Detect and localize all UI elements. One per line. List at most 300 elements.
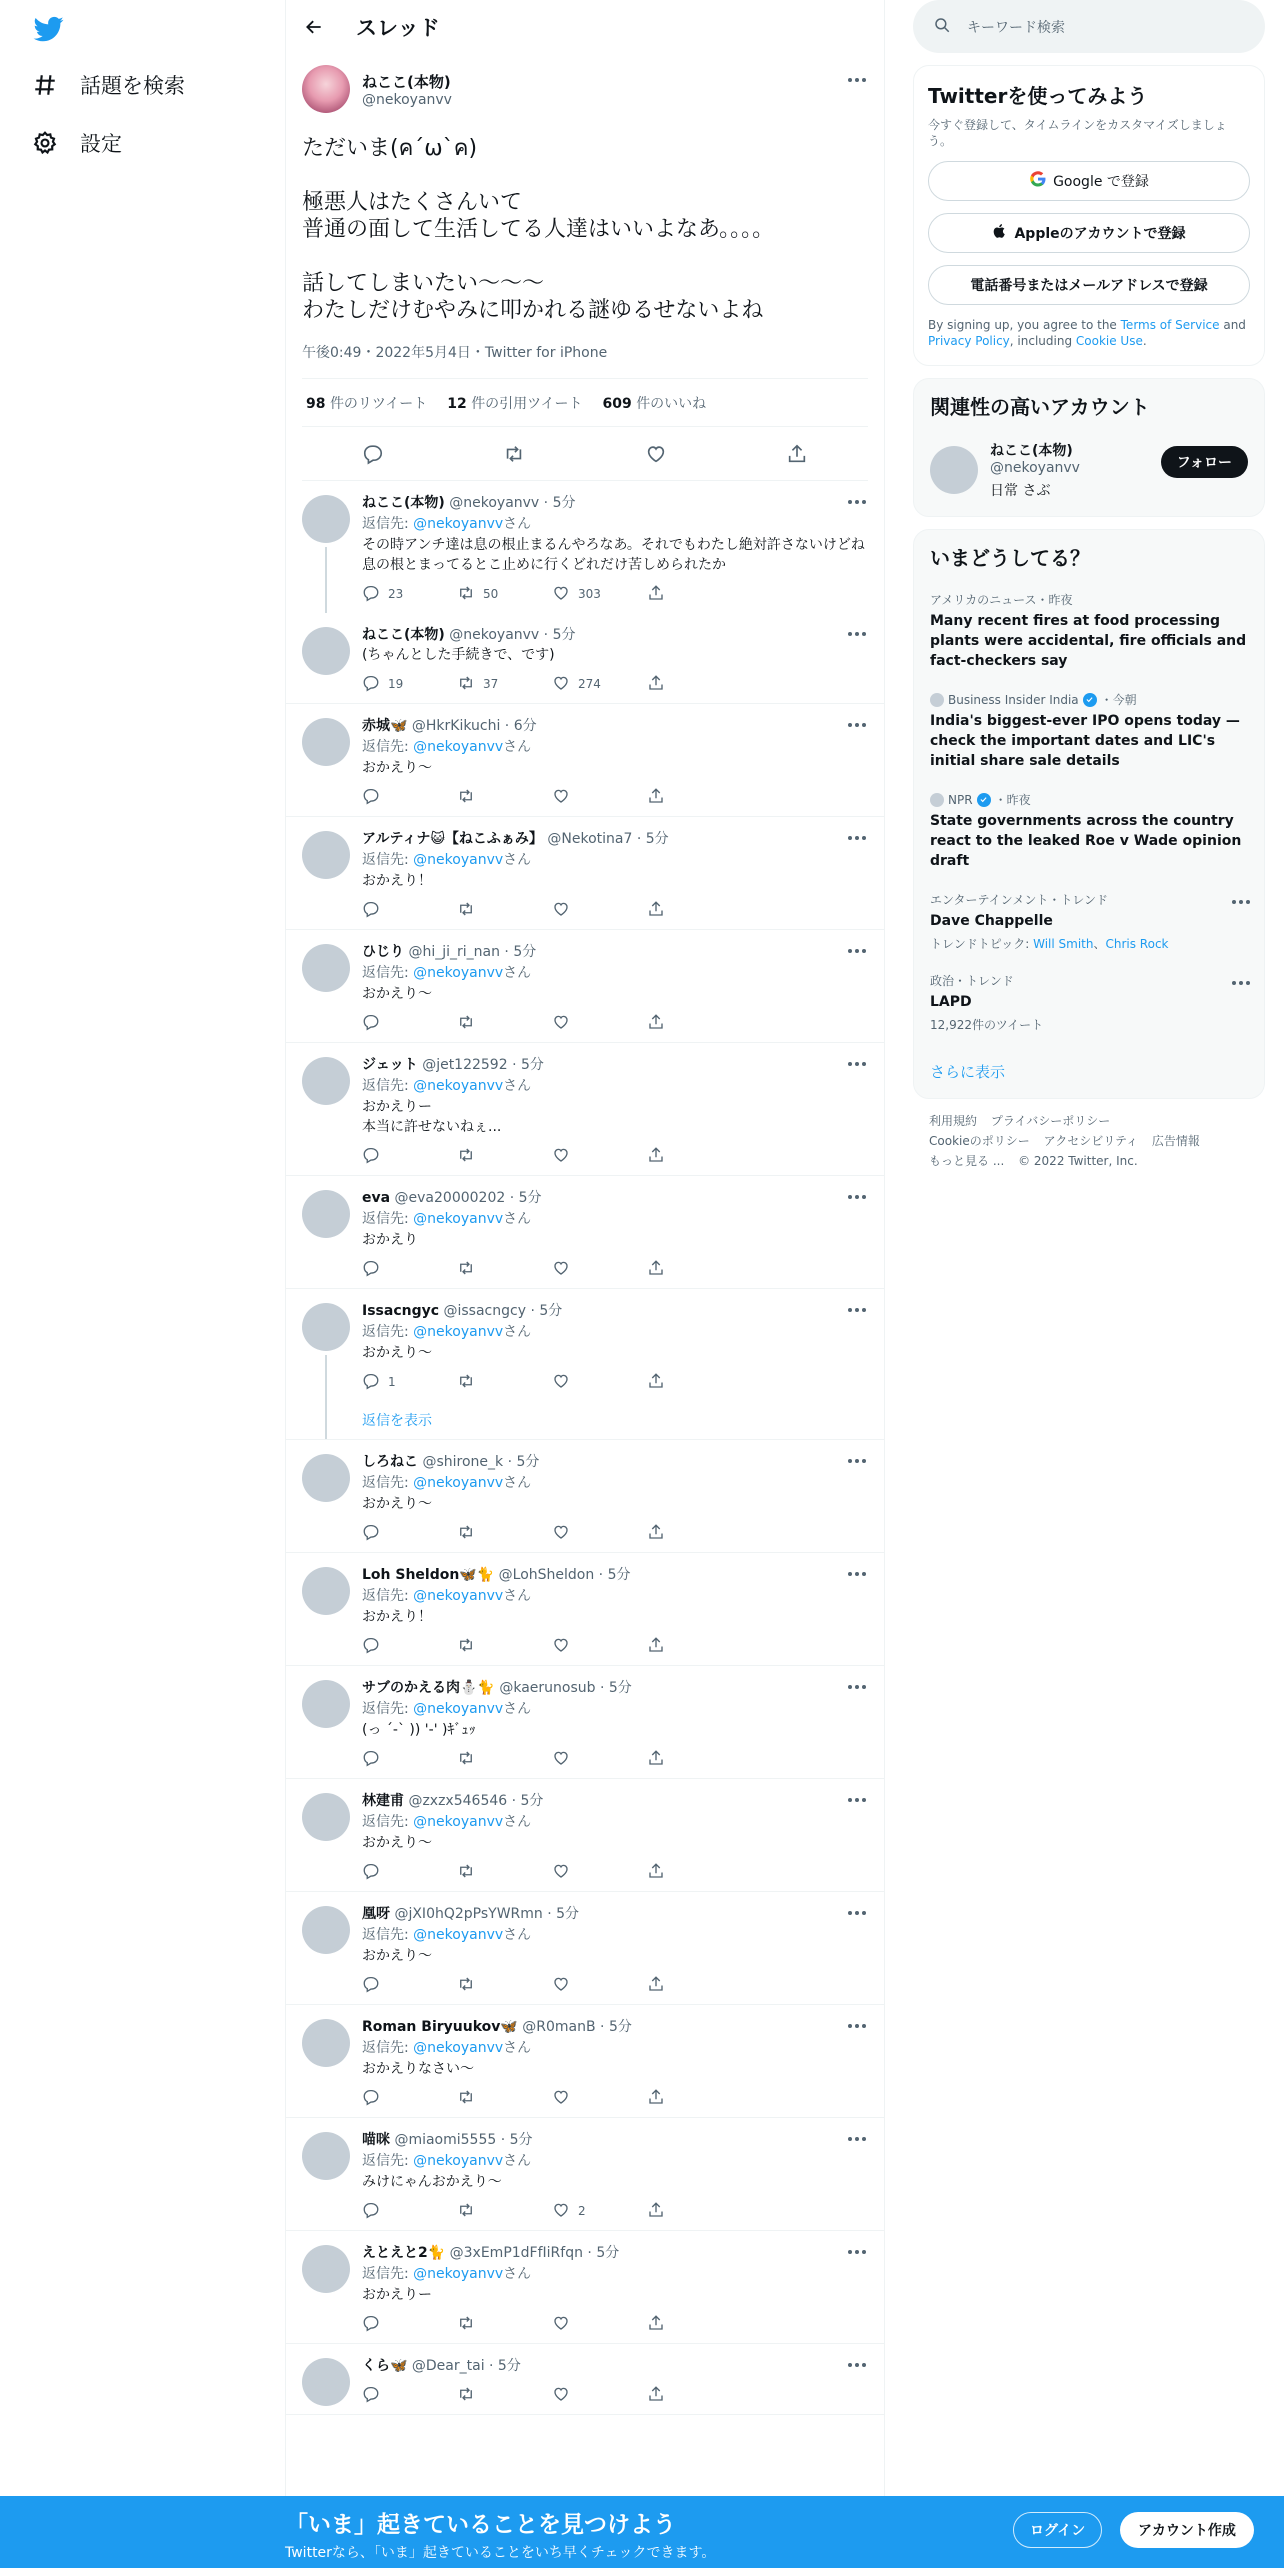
avatar[interactable] [302, 1906, 350, 1954]
avatar[interactable] [930, 446, 978, 494]
related-account[interactable] [914, 432, 1264, 516]
reply-icon [362, 2385, 380, 2406]
reply-author-name[interactable]: 赤城🦋 [362, 718, 408, 734]
retweet-button[interactable] [457, 1975, 552, 1996]
reply-actions [362, 2305, 868, 2343]
mention-link[interactable]: @nekoyanvv [413, 2153, 504, 2169]
related-name[interactable]: ねここ(本物) [990, 443, 1073, 459]
share-icon [647, 584, 665, 605]
more-options-icon[interactable] [846, 627, 868, 641]
trend-item[interactable]: Business Insider India ・今朝 India's biggest-ever IPO opens today — check the important dates and LIC's initial share sale details [930, 692, 1240, 769]
reply-button[interactable] [362, 2385, 457, 2406]
reply-button[interactable] [362, 1749, 457, 1770]
share-button[interactable] [647, 584, 742, 605]
reply-icon[interactable] [362, 443, 384, 465]
more-options-icon[interactable] [1230, 976, 1252, 990]
like-icon [552, 1372, 570, 1393]
mention-link[interactable]: @nekoyanvv [413, 965, 504, 981]
reply-meta[interactable]: @3xEmP1dFfIiRfqn · 5分 [449, 2245, 620, 2261]
avatar[interactable] [302, 718, 350, 766]
share-button[interactable] [647, 1146, 742, 1167]
share-icon [647, 2385, 665, 2406]
more-options-icon[interactable] [846, 831, 868, 845]
like-button[interactable] [552, 1259, 647, 1280]
reply-meta[interactable]: @miaomi5555 · 5分 [394, 2132, 533, 2148]
reply-meta[interactable]: @R0manB · 5分 [522, 2019, 632, 2035]
avatar[interactable] [302, 627, 350, 675]
twitter-logo-icon[interactable] [32, 14, 66, 44]
more-options-icon[interactable] [846, 1190, 868, 1204]
more-options-icon[interactable] [846, 73, 868, 87]
retweet-button[interactable] [457, 900, 552, 921]
reply-button[interactable] [362, 787, 457, 808]
show-more-link[interactable]: さらに表示 [930, 1063, 1006, 1081]
reply-text: おかえり〜 [362, 760, 432, 776]
reply-author-name[interactable]: アルティナ😺【ねこふぁみ】 [362, 831, 543, 847]
retweet-button[interactable] [457, 1523, 552, 1544]
avatar[interactable] [302, 2019, 350, 2067]
footer-link[interactable]: Cookieのポリシー [929, 1134, 1030, 1148]
mention-link[interactable]: @nekoyanvv [413, 1588, 504, 1604]
retweet-icon [457, 900, 475, 921]
footer-link[interactable]: もっと見る ... [929, 1154, 1005, 1168]
related-handle[interactable]: @nekoyanvv [990, 460, 1080, 476]
retweet-icon [457, 1372, 475, 1393]
left-nav [0, 0, 285, 2568]
share-icon [647, 1636, 665, 1657]
reply-meta[interactable]: @nekoyanvv · 5分 [449, 495, 576, 511]
share-button[interactable] [647, 1636, 742, 1657]
avatar[interactable] [302, 944, 350, 992]
verified-icon [977, 793, 991, 807]
mention-link[interactable]: @nekoyanvv [413, 1701, 504, 1717]
like-button[interactable] [552, 1013, 647, 1034]
mention-link[interactable]: @nekoyanvv [413, 739, 504, 755]
login-button[interactable]: ログイン [1013, 2512, 1102, 2548]
reply-icon [362, 2201, 380, 2222]
mention-link[interactable]: @nekoyanvv [413, 2266, 504, 2282]
like-button[interactable] [552, 900, 647, 921]
reply-author-name[interactable]: ひじり [362, 944, 404, 960]
like-count-link[interactable]: 609 件のいいね [602, 395, 707, 412]
like-icon [552, 2314, 570, 2335]
like-button[interactable] [552, 1372, 647, 1393]
reply-text: おかえり！ [362, 873, 432, 889]
share-button[interactable] [647, 1523, 742, 1544]
thread-line [325, 1355, 327, 1439]
more-options-icon[interactable] [846, 1454, 868, 1468]
reply-text: おかえり〜 [362, 1496, 432, 1512]
avatar[interactable] [302, 831, 350, 879]
avatar[interactable] [302, 1793, 350, 1841]
reply-tweet[interactable] [286, 613, 884, 704]
retweet-button[interactable] [457, 787, 552, 808]
reply-icon [362, 1862, 380, 1883]
reply-tweet[interactable] [286, 1440, 884, 1553]
signup-button[interactable]: アカウント作成 [1120, 2512, 1254, 2548]
footer-link[interactable]: アクセシビリティ [1043, 1134, 1139, 1148]
mention-link[interactable]: @nekoyanvv [413, 852, 504, 868]
like-icon [552, 1259, 570, 1280]
like-button[interactable] [552, 1862, 647, 1883]
reply-button[interactable]: 19 [362, 674, 457, 695]
reply-meta[interactable]: @shirone_k · 5分 [422, 1454, 540, 1470]
footer-link[interactable]: 利用規約 [929, 1114, 978, 1128]
like-button[interactable]: 303 [552, 584, 647, 605]
avatar[interactable] [302, 65, 350, 113]
share-button[interactable] [647, 1013, 742, 1034]
mention-link[interactable]: @nekoyanvv [413, 1211, 504, 1227]
more-options-icon[interactable] [846, 944, 868, 958]
reply-tweet[interactable] [286, 1176, 884, 1289]
retweet-icon [457, 787, 475, 808]
reply-author-name[interactable]: ねここ(本物) [362, 627, 445, 643]
retweet-button[interactable] [457, 1636, 552, 1657]
more-options-icon[interactable] [846, 2019, 868, 2033]
retweet-button[interactable] [457, 2314, 552, 2335]
apple-icon [992, 222, 1008, 244]
right-sidebar [913, 0, 1265, 1183]
reply-actions [362, 1250, 868, 1288]
reply-tweet[interactable] [286, 1289, 884, 1440]
retweet-icon [457, 1749, 475, 1770]
avatar[interactable] [302, 1454, 350, 1502]
share-button[interactable] [647, 2088, 742, 2109]
avatar[interactable] [302, 495, 350, 543]
reply-text: おかえり〜 [362, 986, 432, 1002]
retweet-icon [457, 584, 475, 605]
signup-terms: By signing up, you agree to the Terms of Service and Privacy Policy, including Cookie Use. [928, 318, 1246, 348]
banner-title: 「いま」起きていることを見つけよう [285, 2512, 676, 2538]
retweet-button[interactable] [457, 2201, 552, 2222]
replies-list [286, 481, 884, 2415]
reply-text: おかえり [362, 1232, 418, 1248]
main-column [285, 0, 885, 2568]
reply-tweet[interactable] [286, 2118, 884, 2231]
reply-actions [362, 575, 868, 613]
reply-text: おかえり〜 [362, 1948, 432, 1964]
reply-author-name[interactable]: ジェット [362, 1057, 418, 1073]
reply-tweet[interactable] [286, 481, 884, 613]
retweet-icon [457, 1862, 475, 1883]
reply-meta[interactable]: @nekoyanvv · 5分 [449, 627, 576, 643]
footer-link[interactable]: 広告情報 [1151, 1134, 1200, 1148]
mention-link[interactable]: @nekoyanvv [413, 2040, 504, 2056]
like-button[interactable] [552, 1523, 647, 1544]
share-button[interactable] [647, 2201, 742, 2222]
reply-button[interactable] [362, 1862, 457, 1883]
topic-link[interactable]: Chris Rock [1105, 937, 1169, 951]
quote-count-link[interactable]: 12 件の引用ツイート [447, 395, 583, 412]
author-name[interactable]: ねここ(本物) [362, 72, 451, 91]
reply-author-name[interactable]: 林建甫 [362, 1793, 404, 1809]
related-accounts-card [913, 378, 1265, 517]
reply-tweet[interactable] [286, 1892, 884, 2005]
reply-tweet[interactable] [286, 2005, 884, 2118]
more-options-icon[interactable] [846, 2358, 868, 2372]
reply-to: 返信先: @nekoyanvvさん [362, 1701, 532, 1717]
topic-link[interactable]: Will Smith [1033, 937, 1094, 951]
source-avatar [930, 793, 944, 807]
privacy-link[interactable]: Privacy Policy [928, 334, 1010, 348]
follow-button[interactable]: フォロー [1161, 446, 1248, 478]
reply-tweet[interactable] [286, 1779, 884, 1892]
reply-meta[interactable]: @kaerunosub · 5分 [499, 1680, 632, 1696]
reply-meta[interactable]: @HkrKikuchi · 6分 [411, 718, 537, 734]
nav-settings[interactable] [32, 128, 122, 158]
more-options-icon[interactable] [846, 1680, 868, 1694]
retweet-button[interactable] [457, 1372, 552, 1393]
apple-signup-button[interactable] [928, 213, 1250, 253]
google-signup-label: Google で登録 [1053, 174, 1149, 190]
share-button[interactable] [647, 2314, 742, 2335]
reply-author-name[interactable]: 凰呀 [362, 1906, 390, 1922]
share-button[interactable] [647, 1975, 742, 1996]
reply-author-name[interactable]: しろねこ [362, 1454, 418, 1470]
tweet-actions [302, 427, 868, 481]
reply-to: 返信先: @nekoyanvvさん [362, 1211, 532, 1227]
focused-tweet [286, 53, 884, 481]
reply-button[interactable] [362, 2088, 457, 2109]
reply-button[interactable] [362, 2201, 457, 2222]
back-arrow-icon[interactable] [302, 15, 326, 39]
reply-button[interactable] [362, 2314, 457, 2335]
more-options-icon[interactable] [1230, 895, 1252, 909]
like-button[interactable] [552, 2088, 647, 2109]
like-button[interactable] [552, 1975, 647, 1996]
mention-link[interactable]: @nekoyanvv [413, 1814, 504, 1830]
share-icon [647, 900, 665, 921]
like-button[interactable] [552, 1749, 647, 1770]
more-options-icon[interactable] [846, 1303, 868, 1317]
reply-button[interactable] [362, 1013, 457, 1034]
reply-author-name[interactable]: eva [362, 1190, 391, 1206]
banner-subtitle: Twitterなら、「いま」起きていることをいち早くチェックできます。 [285, 2545, 716, 2561]
avatar[interactable] [302, 1680, 350, 1728]
reply-tweet[interactable] [286, 1666, 884, 1779]
reply-to: 返信先: @nekoyanvvさん [362, 1475, 532, 1491]
retweet-button[interactable]: 37 [457, 674, 552, 695]
reply-author-name[interactable]: サブのかえる肉⛄🐈 [362, 1680, 495, 1696]
mention-link[interactable]: @nekoyanvv [413, 1927, 504, 1943]
share-button[interactable] [647, 2385, 742, 2406]
retweet-button[interactable] [457, 2088, 552, 2109]
like-button[interactable] [552, 1146, 647, 1167]
share-button[interactable] [647, 787, 742, 808]
like-icon [552, 1636, 570, 1657]
like-button[interactable] [552, 787, 647, 808]
like-icon [552, 584, 570, 605]
reply-button[interactable]: 1 [362, 1372, 457, 1393]
more-options-icon[interactable] [846, 2245, 868, 2259]
reply-button[interactable] [362, 1975, 457, 1996]
more-options-icon[interactable] [846, 1567, 868, 1581]
reply-actions [362, 1004, 868, 1042]
reply-tweet[interactable] [286, 1553, 884, 1666]
like-icon [552, 1862, 570, 1883]
share-button[interactable] [647, 1749, 742, 1770]
terms-link[interactable]: Terms of Service [1120, 318, 1220, 332]
gear-icon [32, 130, 58, 156]
nav-explore[interactable] [32, 70, 185, 100]
avatar[interactable] [302, 1303, 350, 1351]
reply-meta[interactable]: @Dear_tai · 5分 [411, 2358, 521, 2374]
reply-meta[interactable]: @jet122592 · 5分 [422, 1057, 544, 1073]
reply-meta[interactable]: @eva20000202 · 5分 [394, 1190, 542, 1206]
reply-text: その時アンチ達は息の根止まるんやろなあ。それでもわたし絶対許さないけどね息の根とまってるとこ止めに行くどれだけ苦しめられたか [362, 537, 865, 573]
nav-explore-label: 話題を検索 [80, 74, 185, 98]
share-button[interactable] [647, 1259, 742, 1280]
show-replies-link[interactable]: 返信を表示 [362, 1413, 432, 1429]
more-options-icon[interactable] [846, 1057, 868, 1071]
reply-actions [362, 1627, 868, 1665]
retweet-count-link[interactable]: 98 件のリツイート [306, 395, 428, 412]
search-input[interactable] [913, 0, 1265, 53]
retweet-button[interactable] [457, 1862, 552, 1883]
share-button[interactable] [647, 1372, 742, 1393]
footer-link[interactable]: プライバシーポリシー [990, 1114, 1111, 1128]
retweet-button[interactable] [457, 1749, 552, 1770]
share-button[interactable] [647, 674, 742, 695]
tweet-meta[interactable]: 午後0:49・2022年5月4日・Twitter for iPhone [302, 342, 868, 379]
related-bio: 日常 さぶ [990, 483, 1051, 499]
reply-icon [362, 1749, 380, 1770]
reply-meta[interactable]: @Nekotina7 · 5分 [547, 831, 669, 847]
reply-icon [362, 1259, 380, 1280]
like-icon [552, 2088, 570, 2109]
share-icon [647, 1146, 665, 1167]
reply-button[interactable] [362, 1636, 457, 1657]
reply-tweet[interactable] [286, 2231, 884, 2344]
signup-subtitle: 今すぐ登録して、タイムラインをカスタマイズしましょう。 [928, 118, 1227, 148]
mention-link[interactable]: @nekoyanvv [413, 1475, 504, 1491]
avatar[interactable] [302, 2132, 350, 2180]
nav-settings-label: 設定 [80, 132, 122, 156]
reply-meta[interactable]: @LohSheldon · 5分 [498, 1567, 631, 1583]
retweet-button[interactable]: 50 [457, 584, 552, 605]
avatar[interactable] [302, 1057, 350, 1105]
share-icon[interactable] [786, 443, 808, 465]
trend-item[interactable]: エンターテインメント・トレンド Dave Chappelle トレンドトピック: Will Smith、Chris Rock [914, 883, 1264, 964]
mention-link[interactable]: @nekoyanvv [413, 1078, 504, 1094]
more-options-icon[interactable] [846, 2132, 868, 2146]
share-button[interactable] [647, 1862, 742, 1883]
more-options-icon[interactable] [846, 718, 868, 732]
like-icon [552, 1146, 570, 1167]
like-icon [552, 1749, 570, 1770]
reply-author-name[interactable]: Issacngyc [362, 1303, 440, 1319]
retweet-button[interactable] [457, 1259, 552, 1280]
reply-to: 返信先: @nekoyanvvさん [362, 2153, 532, 2169]
mention-link[interactable]: @nekoyanvv [413, 516, 504, 532]
copyright: © 2022 Twitter, Inc. [1018, 1154, 1138, 1168]
reply-button[interactable] [362, 1523, 457, 1544]
reply-button[interactable] [362, 900, 457, 921]
reply-icon [362, 1372, 380, 1393]
signup-banner [0, 2496, 1284, 2568]
retweet-icon [457, 2201, 475, 2222]
reply-meta[interactable]: @hi_ji_ri_nan · 5分 [408, 944, 537, 960]
more-options-icon[interactable] [846, 495, 868, 509]
reply-icon [362, 900, 380, 921]
reply-tweet[interactable] [286, 704, 884, 817]
retweet-icon[interactable] [503, 443, 525, 465]
reply-icon [362, 1636, 380, 1657]
google-signup-button[interactable] [928, 161, 1250, 201]
reply-author-name[interactable]: ねここ(本物) [362, 495, 445, 511]
reply-tweet[interactable] [286, 2344, 884, 2415]
reply-author-name[interactable]: Roman Biryuukov🦋 [362, 2019, 518, 2035]
trend-item[interactable]: 政治・トレンド LAPD 12,922件のツイート [914, 964, 1264, 1045]
author-handle[interactable]: @nekoyanvv [362, 91, 452, 108]
reply-button[interactable] [362, 1259, 457, 1280]
reply-text: おかえり！ [362, 1609, 432, 1625]
reply-meta[interactable]: @jXI0hQ2pPsYWRmn · 5分 [394, 1906, 580, 1922]
retweet-button[interactable] [457, 1013, 552, 1034]
like-button[interactable] [552, 2314, 647, 2335]
reply-meta[interactable]: @issacngcy · 5分 [443, 1303, 563, 1319]
more-options-icon[interactable] [846, 1906, 868, 1920]
reply-author-name[interactable]: えとえと2🐈 [362, 2245, 446, 2261]
reply-icon [362, 1146, 380, 1167]
more-options-icon[interactable] [846, 1793, 868, 1807]
share-icon [647, 2201, 665, 2222]
avatar[interactable] [302, 1190, 350, 1238]
reply-author-name[interactable]: Loh Sheldon🦋🐈 [362, 1567, 495, 1583]
reply-button[interactable] [362, 1146, 457, 1167]
retweet-icon [457, 2088, 475, 2109]
retweet-icon [457, 1975, 475, 1996]
like-button[interactable]: 274 [552, 674, 647, 695]
reply-button[interactable]: 23 [362, 584, 457, 605]
reply-to: 返信先: @nekoyanvvさん [362, 1588, 532, 1604]
avatar[interactable] [302, 1567, 350, 1615]
reply-to: 返信先: @nekoyanvvさん [362, 852, 532, 868]
reply-actions [362, 2192, 868, 2230]
trend-item[interactable]: NPR ・昨夜 State governments across the country react to the leaked Roe v Wade opinion draft [930, 792, 1242, 869]
reply-actions [362, 1966, 868, 2004]
cookie-link[interactable]: Cookie Use [1075, 334, 1143, 348]
mention-link[interactable]: @nekoyanvv [413, 1324, 504, 1340]
reply-tweet[interactable] [286, 1043, 884, 1176]
reply-actions [362, 2376, 868, 2414]
avatar[interactable] [302, 2358, 350, 2406]
like-icon [552, 1013, 570, 1034]
tweet-text: ただいま(ค´ω`ค) 極悪人はたくさんいて 普通の面して生活してる人達はいいよなあ。。。。 話してしまいたい～～～ わたしだけむやみに叩かれる謎ゆるせないよね [302, 136, 775, 323]
like-button[interactable] [552, 1636, 647, 1657]
reply-tweet[interactable] [286, 930, 884, 1043]
retweet-button[interactable] [457, 1146, 552, 1167]
reply-author-name[interactable]: 喵咪 [362, 2132, 390, 2148]
retweet-button[interactable] [457, 2385, 552, 2406]
reply-tweet[interactable] [286, 817, 884, 930]
reply-author-name[interactable]: くら🦋 [362, 2358, 408, 2374]
like-icon[interactable] [645, 443, 667, 465]
like-icon [552, 674, 570, 695]
reply-meta[interactable]: @zxzx546546 · 5分 [408, 1793, 544, 1809]
share-icon [647, 787, 665, 808]
hashtag-icon [32, 72, 58, 98]
share-button[interactable] [647, 900, 742, 921]
like-button[interactable]: 2 [552, 2201, 647, 2222]
like-button[interactable] [552, 2385, 647, 2406]
reply-icon [362, 584, 380, 605]
retweet-icon [457, 1146, 475, 1167]
phone-email-signup-button[interactable] [928, 265, 1250, 305]
trend-item[interactable]: アメリカのニュース・昨夜 Many recent fires at food processing plants were accidental, fire officials and fact-checkers say [930, 593, 1247, 669]
avatar[interactable] [302, 2245, 350, 2293]
retweet-icon [457, 2314, 475, 2335]
